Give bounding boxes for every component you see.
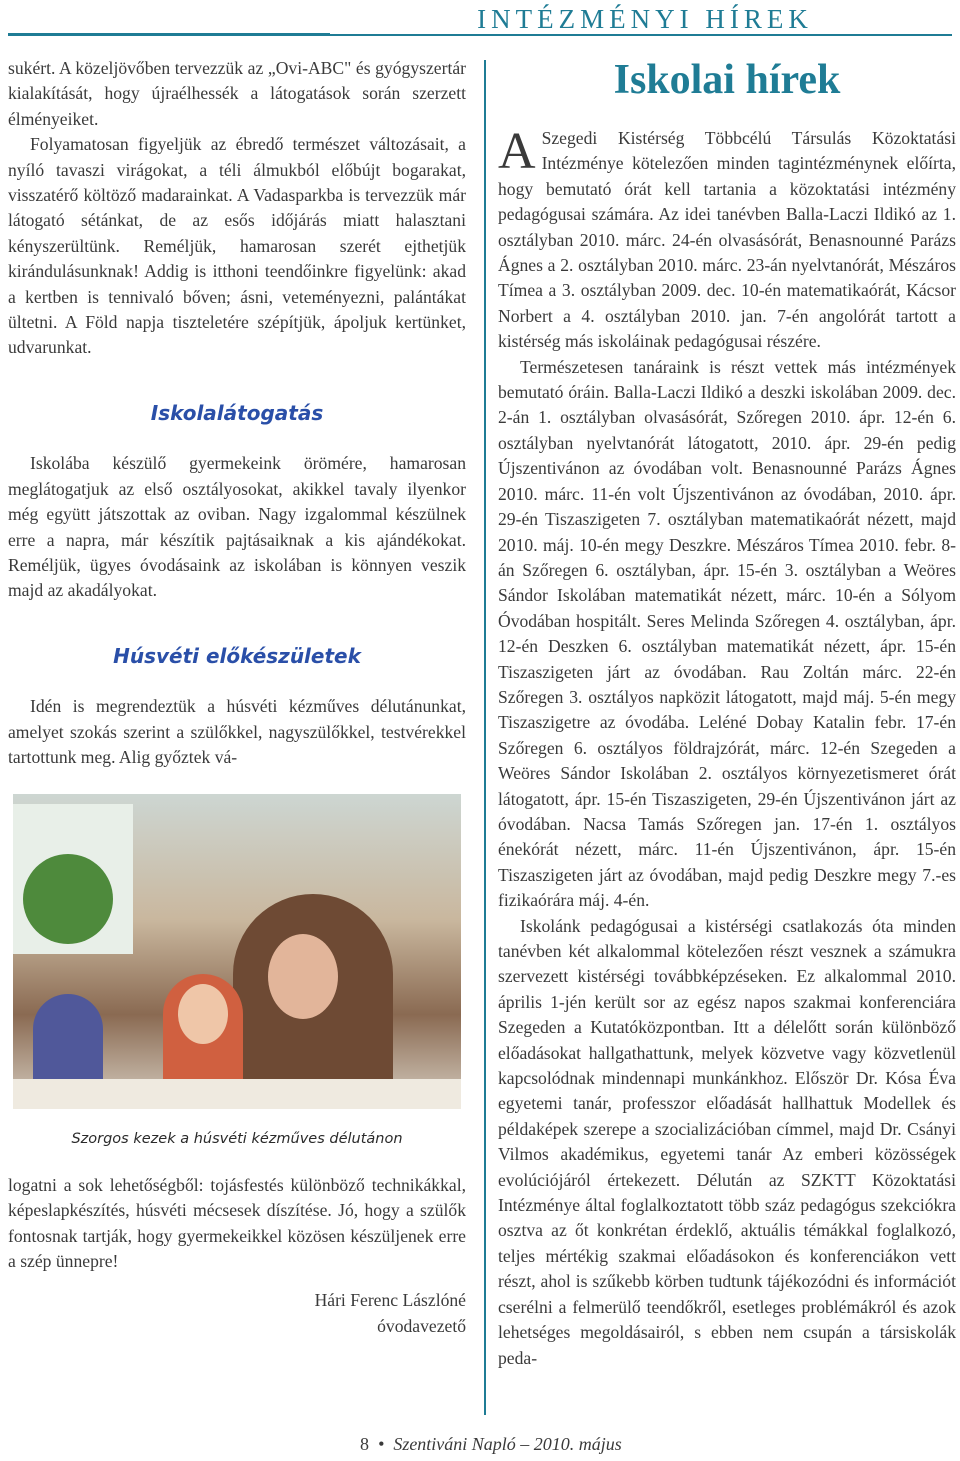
photo-caption: Szorgos kezek a húsvéti kézműves délutánon (71, 1131, 403, 1148)
page-number: 8 (360, 1434, 369, 1454)
left-paragraph-2: Folyamatosan figyeljük az ébredő természet változásait, a nyíló tavaszi virágokat, a téli álmukból előbújt bogarakat, visszatérő költöző madarainkat. A Vadasparkba is tervezzük már látogató sétánkat, de az esős időjárás miatt halasztani kényszerültünk. Reméljük, hamarosan szerét ejthetjük kirándulásunknak! Addig is itthoni teendőinkre figyelünk: akad a kertben is tennivaló bőven; ásni, veteményezni, palántákat ültetni. A Föld napja tiszteletére szépítjük, ápoljuk kertünket, udvarunkat. (8, 134, 466, 358)
photo-woman-face (268, 934, 338, 1019)
right-paragraph-2: Természetesen tanáraink is részt vettek más intézmények bemutató óráin. Balla-Laczi Ildikó a deszki iskolában 2009. dec. 2-án 1. osztályban olvasásórát, Szőregen 2010. ápr. 12-én 6. osztályban nyelvtanórát látogatott, 2010. ápr. 29-én pedig Újszentivánon az óvodában volt. Benasnounné Parázs Ágnes 2010. márc. 11-én volt Újszentivánon az óvodában, 2010. ápr. 29-én Tiszaszigeten 7. osztályban matematikaórát nézett, majd 2010. máj. 10-én megy Deszkre. Mészáros Tímea 2010. febr. 8-án Szőregen 6. osztályban, ápr. 15-én 3. osztályban a Weöres Sándor Iskolában matematikát nézett, márc. 10-én a Sólyom Óvodában hospitált. Seres Melinda Szőregen 4. osztályban, ápr. 12-én Deszken 6. osztályban matematikát nézett, ápr. 15-én Tiszaszigeten járt az óvodában. Rau Zoltán márc. 22-én Szőregen 3. osztályos napközit látogatott, majd máj. 5-én megy Tiszaszigetre az óvodába. Leléné Dobay Katalin febr. 17-én Szőregen 6. osztályos földrajzórát, márc. 12-én Szegeden a Weöres Sándor Iskolában 2. osztályos környezetismeret órát látogatott, ápr. 15-én Tiszaszigeten, 29-én Újszentivánon járt az óvodában. Nacsa Tamás Szőregen jan. 17-én 1. osztályos énekórát nézett, márc. 11-én Újszentivánon, ápr. 15-én Tiszaszigeten járt az óvodában, majd pedig Deszkre megy 7.-es fizikaórára máj. 4-én. (498, 356, 956, 911)
right-paragraph-1 (498, 123, 956, 355)
left-column (8, 56, 466, 1339)
right-paragraph-1-text: Szegedi Kistérség Többcélú Társulás Közoktatási Intézménye kötelezően minden tagintézménynek előírta, hogy bemutató órát kell tartania a közoktatási intézmény pedagógusai számára. Az idei tanévben Balla-Laczi Ildikó az 1. osztályban 2010. márc. 24-én olvasásórát, Benasnounné Parázs Ágnes a 2. osztályban 2010. márc. 23-án nyelvtanórát, Mészáros Tímea a 3. osztályban 2009. dec. 10-én matematikaórát, Kácsor Norbert a 4. osztályban 2010. jan. 7-én angolórát tartott a kistérség más iskoláinak pedagógusai részére. (498, 128, 956, 352)
drop-cap: A (498, 123, 536, 180)
left-paragraph-3: Iskolába készülő gyermekeink örömére, hamarosan meglátogatjuk az első osztályosokat, akikkel tavaly ilyenkor még együtt játszottak az oviban. Nagy izgalommal készülnek erre a napra, már készítik pajtásaiknak a kis ajándékokat. Reméljük, ügyes óvodásaink az iskolában is könnyen veszik majd az akadályokat. (8, 453, 466, 601)
easter-workshop-photo (13, 794, 461, 1109)
signature-name: Hári Ferenc Lászlóné (314, 1290, 466, 1311)
left-paragraph-5: logatni a sok lehetőségből: tojásfestés különböző technikákkal, képeslapkészítés, húsvéti mécsesek díszítése. Jó, hogy a szülők fontosnak tartják, hogy gyermekeikkel közösen készüljenek erre a szép ünnepre! (8, 1174, 466, 1271)
header-bar (0, 0, 960, 44)
heading-iskolalatogatas: Iskolalátogatás (150, 400, 324, 425)
footer-bullet: • (378, 1434, 385, 1454)
column-divider (484, 60, 486, 1415)
article-title: Iskolai hírek (613, 57, 841, 103)
right-column (498, 123, 956, 1371)
left-paragraph-1: sukért. A közeljövőben tervezzük az „Ovi-ABC" és gyógyszertár kialakítását, hogy újraélhessék a látogatások során szerzett élményeiket. (8, 58, 466, 129)
signature-role: óvodavezető (377, 1315, 466, 1336)
page-footer (360, 1434, 622, 1455)
section-title: INTÉZMÉNYI HÍREK (330, 4, 960, 34)
right-paragraph-3: Iskolánk pedagógusai a kistérségi csatlakozás óta minden tanévben két alkalommal kötelezően részt vesznek a számukra szervezett kistérségi továbbképzéseken. Ez alkalommal 2010. április 1-jén került sor az egész napos szakmai konferenciára Szegeden a Kutatóközpontban. Itt a délelőtt során különböző előadásokat hallgathattunk, melyek közvetve vagy közvetlenül kapcsolódnak mindennapi munkánkhoz. Először Dr. Kósa Éva egyetemi tanár, professzor előadását hallhattuk Modellek és példaképek szerepe a szocializációban címmel, majd Dr. Csányi Vilmos akadémikus, egyetemi tanár Az emberi közösségek evolúciójáról értekezett. Délután az SZKTT Közoktatási Intézménye által foglalkoztatott több száz pedagógus szekciókra osztva az őt konkrétan érdeklő, aktuális témákkal foglalkozó, teljes mértékig szakmai előadásokon és konferenciákon vett részt, ahol is szűkebb körben tudtunk tájékozódni és információt cserélni a felmerülő teendőkről, esetleges problémákról és azok lehetséges megoldásairól, s ebben nem csupán a társiskolák peda- (498, 915, 956, 1368)
left-paragraph-4: Idén is megrendeztük a húsvéti kézműves délutánunkat, amelyet szokás szerint a szülőkkel, nagyszülőkkel, testvérekkel tartottunk meg. Alig győztek vá- (8, 696, 466, 767)
heading-husveti: Húsvéti előkészületek (113, 643, 361, 668)
photo-table (13, 1079, 461, 1109)
photo-plant (23, 854, 113, 944)
photo-child-face (178, 984, 228, 1044)
signature-block (8, 1288, 466, 1339)
publication-name: Szentiváni Napló – 2010. május (393, 1434, 622, 1454)
